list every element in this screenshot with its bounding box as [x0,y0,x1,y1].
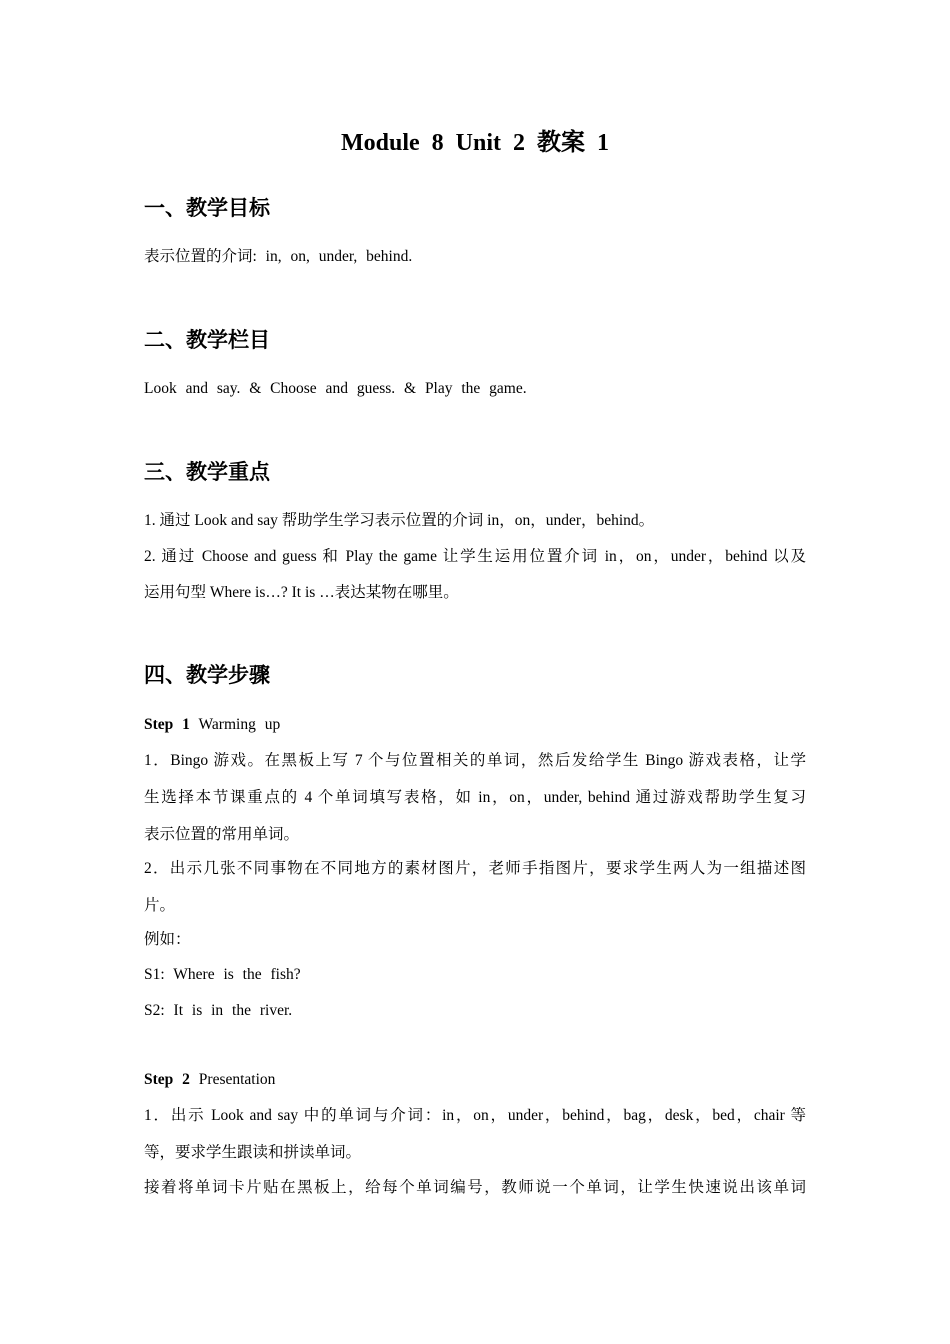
objectives-text: 表示位置的介词: in, on, under, behind. [144,248,413,265]
step-2-label: Step 2 [144,1071,190,1088]
step-1-title [144,715,280,735]
step-1-line-5: 片。 [144,897,176,914]
key-point-2: 2. 通过 Choose and guess 和 Play the game 让学生运用位置介词 in，on，under，behind 以及 [144,548,806,565]
section-heading-objectives: 一、教学目标 [144,196,270,220]
section-heading-columns: 二、教学栏目 [144,328,270,352]
key-point-2-cont: 运用句型 Where is…? It is …表达某物在哪里。 [144,584,459,601]
step-2-name: Presentation [198,1071,276,1088]
step-1-name: Warming up [198,716,281,733]
columns-text: Look and say. & Choose and guess. & Play the game. [144,380,527,397]
step-1-line-1: 1．Bingo 游戏。在黑板上写 7 个与位置相关的单词，然后发给学生 Bingo 游戏表格，让学 [144,752,806,769]
step-1-dialogue-s2: S2: It is in the river. [144,1002,293,1019]
key-point-1: 1. 通过 Look and say 帮助学生学习表示位置的介词 in，on，under，behind。 [144,512,655,529]
step-2-line-1: 1．出示 Look and say 中的单词与介词：in，on，under，behind，bag，desk，bed，chair 等 [144,1107,806,1124]
section-heading-steps: 四、教学步骤 [144,663,270,687]
section-heading-key-points: 三、教学重点 [144,460,270,484]
step-1-dialogue-s1: S1: Where is the fish? [144,966,301,983]
step-1-label: Step 1 [144,716,190,733]
step-2-line-3: 接着将单词卡片贴在黑板上，给每个单词编号，教师说一个单词，让学生快速说出该单词 [144,1179,806,1196]
step-1-line-4: 2．出示几张不同事物在不同地方的素材图片，老师手指图片，要求学生两人为一组描述图 [144,860,806,877]
step-2-line-2: 等，要求学生跟读和拼读单词。 [144,1144,362,1161]
step-1-line-2: 生选择本节课重点的 4 个单词填写表格，如 in，on，under, behind 通过游戏帮助学生复习 [144,789,806,806]
document-title: Module 8 Unit 2 教案 1 [340,130,609,156]
step-1-line-6: 例如： [144,931,191,948]
step-2-title [144,1070,275,1090]
step-1-line-3: 表示位置的常用单词。 [144,826,300,843]
